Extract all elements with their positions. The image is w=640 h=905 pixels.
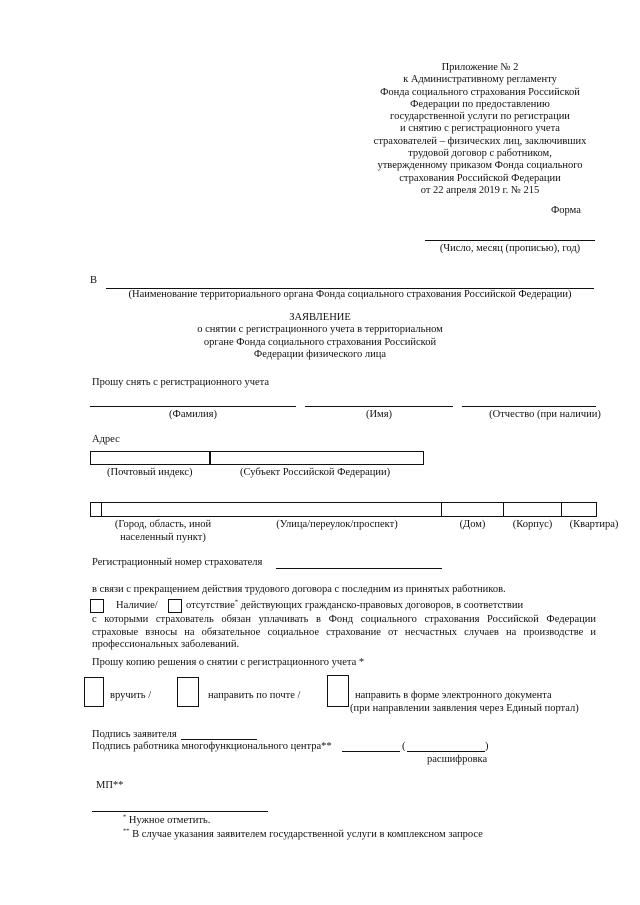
recipient-caption: (Наименование территориального органа Фонда социального страхования Российской Федерации) (128, 289, 572, 300)
appendix-line: страхователей – физических лиц, заключивших (373, 135, 587, 147)
surname-line[interactable] (90, 406, 296, 407)
contracts-line: с которыми страхователь обязан уплачивать в Фонд социального страхования Российской Федерации (92, 614, 596, 625)
name-line[interactable] (305, 406, 453, 407)
city-caption-line: населенный пункт) (120, 531, 206, 543)
document-title (170, 312, 470, 361)
applicant-signature-line[interactable] (181, 739, 257, 740)
address-label: Адрес (92, 434, 120, 445)
decoding-caption: расшифровка (427, 754, 488, 765)
electronic-delivery-checkbox[interactable] (327, 675, 349, 707)
footnote-one-mark: * (123, 813, 127, 821)
street-caption: (Улица/переулок/проспект) (276, 519, 398, 530)
request-text: Прошу снять с регистрационного учета (92, 377, 270, 388)
form-label: Форма (551, 205, 581, 216)
date-line[interactable] (425, 240, 595, 241)
absence-text (186, 600, 523, 613)
address-row-box (90, 502, 597, 517)
contracts-rest: действующих гражданско-правовых договоров, в соответствии (240, 600, 524, 611)
contracts-paragraph (92, 614, 596, 652)
surname-caption: (Фамилия) (169, 409, 217, 420)
street-cell-divider (441, 503, 442, 516)
appendix-line: страхования Российской Федерации (399, 172, 561, 184)
title-heading: ЗАЯВЛЕНИЕ (289, 312, 351, 323)
footnote-two-mark: ** (123, 827, 130, 835)
title-line: о снятии с регистрационного учета в территориальном (197, 324, 443, 336)
mfc-decoding-line[interactable] (407, 751, 485, 752)
patronymic-caption: (Отчество (при наличии) (489, 409, 601, 420)
building-cell-divider (561, 503, 562, 516)
appendix-line: Федерации по предоставлению (410, 98, 550, 110)
apartment-caption: (Квартира) (569, 519, 619, 530)
title-line: Федерации физического лица (253, 348, 387, 360)
absence-label: отсутствие (186, 600, 235, 611)
copy-request-text: Прошу копию решения о снятии с регистрационного учета * (92, 657, 365, 668)
reg-number-label: Регистрационный номер страхователя (92, 557, 263, 568)
electronic-delivery-note: (при направлении заявления через Единый портал) (350, 703, 579, 714)
footnote-two (123, 829, 483, 842)
appendix-line: Фонда социального страхования Российской (380, 86, 580, 98)
region-caption: (Субъект Российской Федерации) (240, 467, 391, 478)
house-caption: (Дом) (459, 519, 486, 530)
reg-number-line[interactable] (276, 568, 442, 569)
appendix-line: и снятию с регистрационного учета (400, 123, 560, 135)
appendix-line: от 22 апреля 2019 г. № 215 (420, 184, 540, 196)
postal-index-box[interactable] (90, 451, 210, 465)
presence-checkbox[interactable] (90, 599, 104, 613)
mail-delivery-label: направить по почте / (208, 690, 301, 701)
mfc-decoding-open: ( (402, 741, 406, 752)
city-caption (98, 519, 228, 544)
mfc-signature-line[interactable] (342, 751, 400, 752)
recipient-prefix: В (90, 275, 98, 286)
hand-delivery-label: вручить / (110, 690, 152, 701)
patronymic-line[interactable] (462, 406, 596, 407)
name-caption: (Имя) (365, 409, 393, 420)
mail-delivery-checkbox[interactable] (177, 677, 199, 707)
appendix-line: утвержденному приказом Фонда социального (377, 160, 583, 172)
footnote-one (123, 815, 210, 828)
hand-delivery-checkbox[interactable] (84, 677, 104, 707)
house-cell-divider (503, 503, 504, 516)
contracts-line: страховые взносы на обязательное социальное страхование от несчастных случаев на производстве и (92, 626, 596, 638)
stamp-label: МП** (96, 780, 124, 791)
region-box[interactable] (210, 451, 424, 465)
postal-index-caption: (Почтовый индекс) (107, 467, 193, 478)
building-caption: (Корпус) (512, 519, 553, 530)
footnote-two-text: В случае указания заявителем государственной услуги в комплексном запросе (132, 829, 483, 840)
city-caption-line: (Город, область, иной (114, 519, 212, 530)
city-cell-divider (101, 503, 102, 516)
termination-text: в связи с прекращением действия трудового договора с последним из принятых работников. (92, 584, 506, 595)
absence-footnote-mark: * (234, 598, 239, 606)
appendix-line: к Административному регламенту (403, 74, 557, 86)
presence-label: Наличие/ (116, 600, 158, 611)
contracts-line: профессиональных заболеваний. (92, 639, 240, 650)
date-caption: (Число, месяц (прописью), год) (439, 243, 581, 254)
absence-checkbox[interactable] (168, 599, 182, 613)
mfc-signature-label: Подпись работника многофункционального центра** (92, 741, 332, 752)
footnote-separator (92, 811, 268, 812)
title-line: органе Фонда социального страхования Российской (203, 336, 437, 348)
appendix-block (360, 62, 600, 197)
mfc-decoding-close: ) (485, 741, 489, 752)
appendix-line: государственной услуги по регистрации (390, 111, 570, 123)
electronic-delivery-label: направить в форме электронного документа (355, 690, 552, 701)
appendix-line: трудовой договор с работником, (408, 148, 552, 160)
applicant-signature-label: Подпись заявителя (92, 729, 177, 740)
footnote-one-text: Нужное отметить. (128, 815, 211, 826)
appendix-line: Приложение № 2 (441, 62, 519, 73)
